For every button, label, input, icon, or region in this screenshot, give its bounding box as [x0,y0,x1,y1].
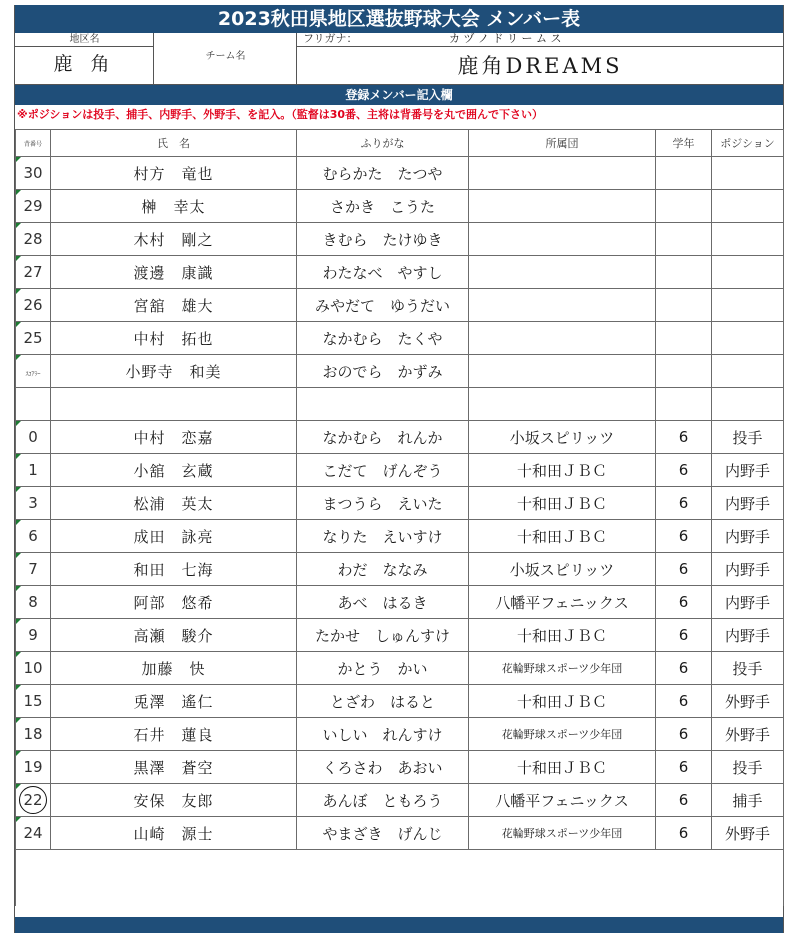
jersey-number: 27 [23,263,43,281]
jersey-number-cell [16,421,51,454]
footer-bar [15,917,783,933]
jersey-number-cell [16,487,51,520]
table-row [16,553,784,586]
jersey-number: 6 [28,527,38,545]
jersey-number: 7 [28,560,38,578]
cell-marker-icon [16,553,21,558]
cell-marker-icon [16,619,21,624]
captain-number: 22 [19,786,47,814]
table-row [16,190,784,223]
table-row [16,223,784,256]
cell-marker-icon [16,718,21,723]
player-team: 十和田ＪＢＣ [469,520,656,553]
player-grade: 6 [656,652,712,685]
jersey-number-cell [16,718,51,751]
player-furigana: こだて げんぞう [297,454,469,487]
player-position: 投手 [712,652,784,685]
player-name: 小舘 玄蔵 [51,454,297,487]
team-label-cell [154,33,297,85]
player-team [469,388,656,421]
table-row [16,685,784,718]
player-name [51,388,297,421]
player-position [712,388,784,421]
player-furigana: くろさわ あおい [297,751,469,784]
district-value: 鹿 角 [53,53,116,75]
jersey-number-cell [16,652,51,685]
player-grade: 6 [656,421,712,454]
player-team: 花輪野球スポーツ少年団 [469,817,656,850]
player-name: 和田 七海 [51,553,297,586]
cell-marker-icon [16,190,21,195]
blank-row [16,850,784,906]
jersey-number: 9 [28,626,38,644]
player-name: 木村 剛之 [51,223,297,256]
player-name: 黒澤 蒼空 [51,751,297,784]
table-row [16,322,784,355]
player-name: 中村 恋嘉 [51,421,297,454]
team-name-cell [297,33,783,85]
player-position: 外野手 [712,685,784,718]
table-row [16,718,784,751]
roster-body [16,157,784,906]
player-position [712,157,784,190]
table-row [16,256,784,289]
player-name: 安保 友郎 [51,784,297,817]
player-grade [656,322,712,355]
district-cell [15,33,154,85]
jersey-number: 26 [23,296,43,314]
player-position [712,355,784,388]
jersey-number: 18 [23,725,43,743]
jersey-number-cell [16,817,51,850]
player-grade: 6 [656,487,712,520]
player-grade: 6 [656,751,712,784]
district-label: 地区名 [15,34,154,47]
player-position: 内野手 [712,553,784,586]
furigana-row [297,33,783,47]
player-team: 十和田ＪＢＣ [469,619,656,652]
player-furigana: まつうら えいた [297,487,469,520]
player-team: 十和田ＪＢＣ [469,454,656,487]
player-position [712,322,784,355]
cell-marker-icon [16,256,21,261]
player-team: 十和田ＪＢＣ [469,487,656,520]
cell-marker-icon [16,586,21,591]
player-grade: 6 [656,817,712,850]
player-team: 八幡平フェニックス [469,784,656,817]
jersey-number: 10 [23,659,43,677]
player-furigana: やまざき げんじ [297,817,469,850]
player-grade: 6 [656,685,712,718]
table-row [16,355,784,388]
player-position [712,190,784,223]
player-furigana: わだ ななみ [297,553,469,586]
player-name: 渡邊 康識 [51,256,297,289]
player-name: 榊 幸太 [51,190,297,223]
jersey-number: 8 [28,593,38,611]
jersey-number: ｽｺｱﾗｰ [25,371,41,378]
col-header-number: 背番号 [16,130,51,157]
player-furigana: なかむら たくや [297,322,469,355]
jersey-number-cell [16,256,51,289]
player-team [469,157,656,190]
player-team: 十和田ＪＢＣ [469,751,656,784]
jersey-number-cell [16,586,51,619]
player-position [712,289,784,322]
cell-marker-icon [16,157,21,162]
player-position: 内野手 [712,487,784,520]
player-team: 八幡平フェニックス [469,586,656,619]
table-row [16,520,784,553]
player-name: 山崎 源士 [51,817,297,850]
player-grade [656,355,712,388]
jersey-number: 30 [23,164,43,182]
cell-marker-icon [16,322,21,327]
player-name: 成田 詠亮 [51,520,297,553]
jersey-number: 15 [23,692,43,710]
jersey-number: 28 [23,230,43,248]
player-team [469,355,656,388]
registration-section-title: 登録メンバー記入欄 [15,85,783,105]
player-team: 花輪野球スポーツ少年団 [469,718,656,751]
jersey-number: 3 [28,494,38,512]
jersey-number-cell [16,751,51,784]
jersey-number-cell [16,784,51,817]
player-name: 兎澤 遙仁 [51,685,297,718]
player-position: 内野手 [712,454,784,487]
table-row [16,388,784,421]
jersey-number-cell [16,223,51,256]
jersey-number-cell [16,388,51,421]
player-furigana: なかむら れんか [297,421,469,454]
col-header-position: ポジション [712,130,784,157]
player-furigana: おのでら かずみ [297,355,469,388]
team-info [15,33,783,85]
cell-marker-icon [16,520,21,525]
jersey-number-cell [16,454,51,487]
table-row [16,784,784,817]
table-row [16,421,784,454]
player-position: 外野手 [712,817,784,850]
roster-header-row [16,130,784,157]
team-name: 鹿角DREAMS [457,54,623,78]
player-grade [656,157,712,190]
player-furigana: なりた えいすけ [297,520,469,553]
cell-marker-icon [16,454,21,459]
table-row [16,289,784,322]
instruction-note: ※ポジションは投手、捕手、内野手、外野手、を記入。（監督は30番、主将は背番号を丸で囲んで下さい） [17,108,544,121]
table-row [16,619,784,652]
cell-marker-icon [16,652,21,657]
table-row [16,586,784,619]
player-grade [656,223,712,256]
team-furigana: カ ヅ ノ ド リ ー ム ス [449,32,562,45]
player-position: 投手 [712,751,784,784]
player-position: 内野手 [712,586,784,619]
player-furigana [297,388,469,421]
player-furigana: とざわ はると [297,685,469,718]
cell-marker-icon [16,421,21,426]
player-furigana: むらかた たつや [297,157,469,190]
player-grade: 6 [656,586,712,619]
col-header-grade: 学年 [656,130,712,157]
table-row [16,157,784,190]
jersey-number-cell [16,157,51,190]
team-label: チーム名 [205,51,246,62]
roster-table [15,129,784,906]
col-header-team: 所属団 [469,130,656,157]
player-grade: 6 [656,718,712,751]
table-row [16,817,784,850]
furigana-label: フリガナ： [303,32,358,45]
jersey-number: 29 [23,197,43,215]
player-name: 宮舘 雄大 [51,289,297,322]
cell-marker-icon [16,751,21,756]
jersey-number-cell [16,553,51,586]
player-grade [656,256,712,289]
table-row [16,751,784,784]
jersey-number: 19 [23,758,43,776]
player-position: 外野手 [712,718,784,751]
cell-marker-icon [16,355,21,360]
player-name: 中村 拓也 [51,322,297,355]
player-name: 高瀬 駿介 [51,619,297,652]
player-grade: 6 [656,520,712,553]
cell-marker-icon [16,817,21,822]
player-team [469,190,656,223]
player-position: 内野手 [712,520,784,553]
player-team [469,223,656,256]
player-team [469,256,656,289]
player-position: 投手 [712,421,784,454]
player-grade: 6 [656,454,712,487]
player-furigana: たかせ しゅんすけ [297,619,469,652]
player-team: 十和田ＪＢＣ [469,685,656,718]
player-furigana: わたなべ やすし [297,256,469,289]
jersey-number-cell [16,520,51,553]
player-position: 内野手 [712,619,784,652]
player-team: 花輪野球スポーツ少年団 [469,652,656,685]
player-team [469,289,656,322]
player-name: 村方 竜也 [51,157,297,190]
player-position: 捕手 [712,784,784,817]
player-grade [656,289,712,322]
player-position [712,256,784,289]
jersey-number-cell [16,619,51,652]
player-grade: 6 [656,784,712,817]
player-furigana: きむら たけゆき [297,223,469,256]
player-position [712,223,784,256]
table-row [16,652,784,685]
player-furigana: かとう かい [297,652,469,685]
table-row [16,454,784,487]
col-header-kana: ふりがな [297,130,469,157]
player-name: 阿部 悠希 [51,586,297,619]
player-furigana: みやだて ゆうだい [297,289,469,322]
player-grade [656,388,712,421]
player-furigana: さかき こうた [297,190,469,223]
player-furigana: あんぼ ともろう [297,784,469,817]
jersey-number-cell [16,190,51,223]
player-name: 加藤 快 [51,652,297,685]
cell-marker-icon [16,289,21,294]
table-row [16,487,784,520]
player-team [469,322,656,355]
jersey-number: 25 [23,329,43,347]
player-name: 松浦 英太 [51,487,297,520]
blank-area [16,850,784,906]
col-header-name: 氏 名 [51,130,297,157]
player-grade: 6 [656,553,712,586]
jersey-number: 24 [23,824,43,842]
player-team: 小坂スピリッツ [469,421,656,454]
jersey-number: 0 [28,428,38,446]
cell-marker-icon [16,784,21,789]
player-grade [656,190,712,223]
member-sheet [14,5,784,933]
jersey-number-cell [16,322,51,355]
player-name: 石井 蓮良 [51,718,297,751]
cell-marker-icon [16,685,21,690]
jersey-number: 1 [28,461,38,479]
player-name: 小野寺 和美 [51,355,297,388]
jersey-number-cell [16,355,51,388]
player-furigana: いしい れんすけ [297,718,469,751]
cell-marker-icon [16,223,21,228]
player-team: 小坂スピリッツ [469,553,656,586]
sheet-title: 2023秋田県地区選抜野球大会 メンバー表 [15,5,783,33]
player-furigana: あべ はるき [297,586,469,619]
jersey-number-cell [16,685,51,718]
cell-marker-icon [16,487,21,492]
jersey-number-cell [16,289,51,322]
player-grade: 6 [656,619,712,652]
